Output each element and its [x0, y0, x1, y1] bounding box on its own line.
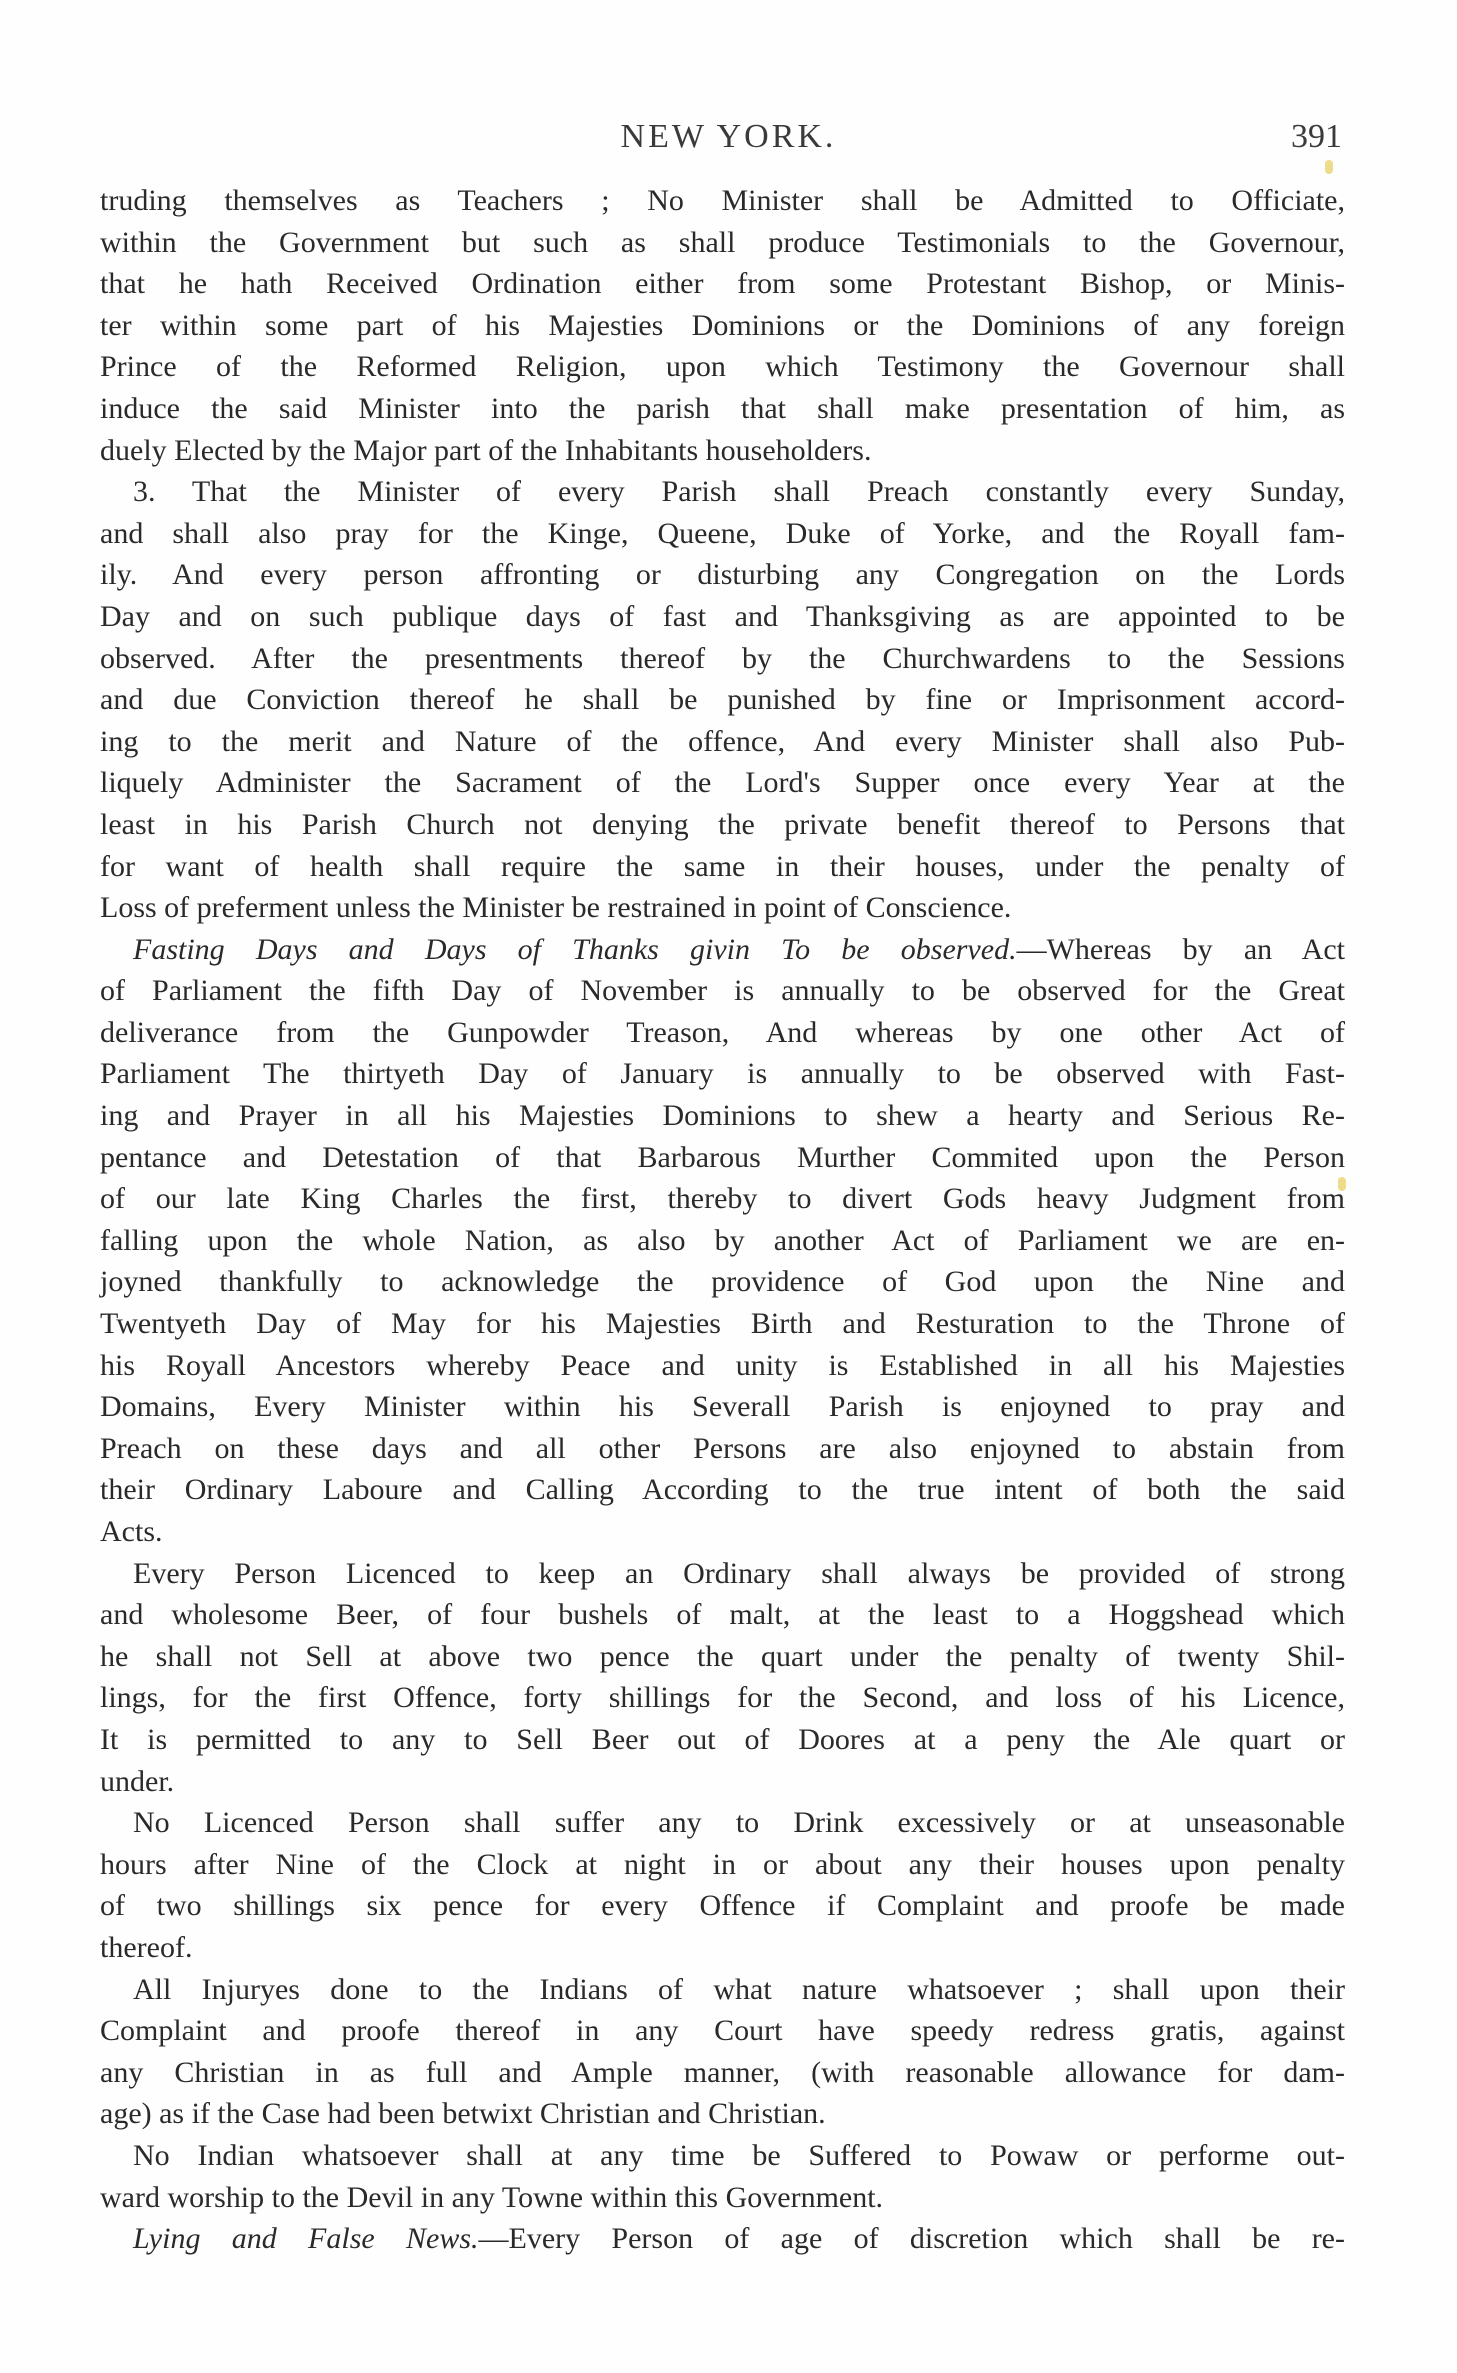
text-line: truding themselves as Teachers ; No Minister shall be Admitted to Officiate, [100, 184, 1345, 217]
text-line: and shall also pray for the Kinge, Queene, Duke of Yorke, and the Royall fam- [100, 516, 1345, 550]
text-line: No Indian whatsoever shall at any time be Suffered to Powaw or performe out- [133, 2138, 1345, 2172]
text-line: of two shillings six pence for every Offence if Complaint and proofe be made [100, 1889, 1345, 1923]
text-line: Loss of preferment unless the Minister be restrained in point of Conscience. [100, 891, 1012, 925]
text-line [100, 929, 1345, 971]
text-line: induce the said Minister into the parish that shall make presentation of him, as [100, 391, 1345, 425]
text-line: lings, for the first Offence, forty shillings for the Second, and loss of his Licence, [100, 1681, 1345, 1715]
text-line [100, 2218, 1345, 2260]
fasting-text: —Whereas by an Act [1016, 932, 1345, 966]
text-line: hours after Nine of the Clock at night in or about any their houses upon penalty [100, 1847, 1345, 1881]
text-line: of our late King Charles the first, thereby to divert Gods heavy Judgment from [100, 1182, 1345, 1216]
text-line: ing and Prayer in all his Majesties Dominions to shew a hearty and Serious Re- [100, 1099, 1345, 1133]
text-line: Every Person Licenced to keep an Ordinary shall always be provided of strong [133, 1556, 1345, 1590]
text-line: and due Conviction thereof he shall be punished by fine or Imprisonment accord- [100, 683, 1345, 717]
text-line: his Royall Ancestors whereby Peace and unity is Established in all his Majesties [100, 1348, 1345, 1382]
text-line: ward worship to the Devil in any Towne within this Government. [100, 2180, 884, 2214]
text-line: any Christian in as full and Ample manner, (with reasonable allowance for dam- [100, 2055, 1345, 2089]
text-line: ter within some part of his Majesties Dominions or the Dominions of any foreign [100, 308, 1345, 342]
text-line: ily. And every person affronting or disturbing any Congregation on the Lords [100, 558, 1345, 592]
text-line: duely Elected by the Major part of the Inhabitants householders. [100, 433, 872, 467]
text-line: Preach on these days and all other Persons are also enjoyned to abstain from [100, 1431, 1345, 1465]
text-line: Domains, Every Minister within his Severall Parish is enjoyned to pray and [100, 1390, 1345, 1424]
running-title: NEW YORK. [620, 118, 837, 155]
text-line: he shall not Sell at above two pence the quart under the penalty of twenty Shil- [100, 1639, 1345, 1673]
body-text [100, 180, 1345, 2260]
text-line: 3. That the Minister of every Parish shall Preach constantly every Sunday, [133, 475, 1345, 509]
text-line: All Injuryes done to the Indians of what nature whatsoever ; shall upon their [133, 1972, 1345, 2006]
lying-text: —Every Person of age of discretion which shall be re- [478, 2222, 1345, 2256]
text-line: Parliament The thirtyeth Day of January is annually to be observed with Fast- [100, 1057, 1345, 1091]
text-line: thereof. [100, 1930, 193, 1964]
text-line: under. [100, 1764, 175, 1798]
text-line: and wholesome Beer, of four bushels of malt, at the least to a Hoggshead which [100, 1598, 1345, 1632]
text-line: their Ordinary Laboure and Calling According to the true intent of both the said [100, 1473, 1345, 1507]
fasting-heading: Fasting Days and Days of Thanks givin To be observed. [133, 932, 1017, 966]
text-line: least in his Parish Church not denying the private benefit thereof to Persons that [100, 807, 1345, 841]
text-line: observed. After the presentments thereof by the Churchwardens to the Sessions [100, 641, 1345, 675]
text-line: liquely Administer the Sacrament of the Lord's Supper once every Year at the [100, 766, 1345, 800]
text-line: that he hath Received Ordination either from some Protestant Bishop, or Minis- [100, 267, 1345, 301]
text-line: for want of health shall require the same in their houses, under the penalty of [100, 849, 1345, 883]
text-line: Complaint and proofe thereof in any Court have speedy redress gratis, against [100, 2014, 1345, 2048]
text-line: Day and on such publique days of fast and Thanksgiving as are appointed to be [100, 599, 1345, 633]
running-head [0, 118, 1457, 168]
text-line: ing to the merit and Nature of the offence, And every Minister shall also Pub- [100, 724, 1345, 758]
text-line: age) as if the Case had been betwixt Christian and Christian. [100, 2097, 826, 2131]
text-line: Acts. [100, 1515, 163, 1548]
text-line: deliverance from the Gunpowder Treason, And whereas by one other Act of [100, 1015, 1345, 1049]
lying-heading: Lying and False News. [133, 2222, 479, 2256]
page-stain [1325, 160, 1333, 174]
text-line: Twentyeth Day of May for his Majesties Birth and Resturation to the Throne of [100, 1307, 1345, 1341]
text-line: falling upon the whole Nation, as also by another Act of Parliament we are en- [100, 1223, 1345, 1257]
text-line: of Parliament the fifth Day of November is annually to be observed for the Great [100, 974, 1345, 1008]
text-line: It is permitted to any to Sell Beer out of Doores at a peny the Ale quart or [100, 1722, 1345, 1756]
page-number: 391 [1291, 118, 1342, 155]
text-line: pentance and Detestation of that Barbarous Murther Commited upon the Person [100, 1140, 1345, 1174]
text-line: No Licenced Person shall suffer any to Drink excessively or at unseasonable [133, 1806, 1345, 1840]
text-line: within the Government but such as shall produce Testimonials to the Governour, [100, 225, 1345, 259]
text-line: joyned thankfully to acknowledge the providence of God upon the Nine and [100, 1265, 1345, 1299]
text-line: Prince of the Reformed Religion, upon which Testimony the Governour shall [100, 350, 1345, 384]
